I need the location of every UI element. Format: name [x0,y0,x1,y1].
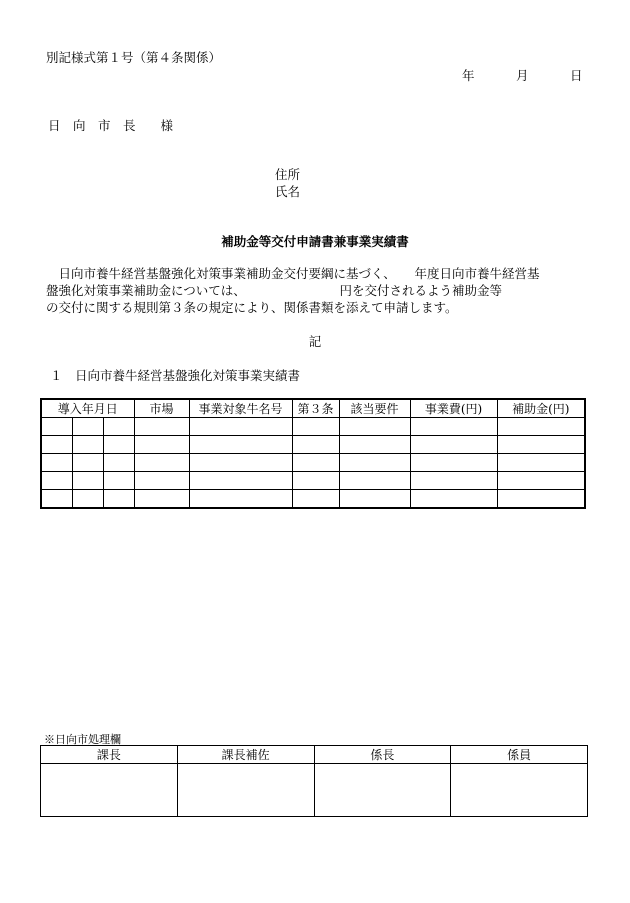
date-year-label: 年 [462,68,475,83]
table-cell[interactable] [410,490,497,509]
table-cell[interactable] [497,436,585,454]
addressee: 日 向 市 長 様 [48,118,174,133]
table-cell[interactable] [103,454,134,472]
table-cell[interactable] [497,454,585,472]
table-cell[interactable] [72,490,103,509]
header-introduction-date: 導入年月日 [41,399,134,418]
table-cell[interactable] [103,436,134,454]
date-day-label: 日 [570,68,583,83]
table-row [41,472,585,490]
table-cell[interactable] [189,436,292,454]
date-month-label: 月 [516,68,529,83]
table-cell[interactable] [497,472,585,490]
office-header-subsection-chief: 係長 [314,746,451,764]
table-cell[interactable] [410,454,497,472]
table-cell[interactable] [103,418,134,436]
table-cell[interactable] [410,436,497,454]
table-cell[interactable] [292,436,339,454]
table-row [41,454,585,472]
table-cell[interactable] [292,418,339,436]
table-cell[interactable] [134,490,189,509]
body-line-1: 日向市養牛経営基盤強化対策事業補助金交付要綱に基づく、 年度日向市養牛経営基 [46,266,540,281]
table-cell[interactable] [410,418,497,436]
header-article-3: 第３条 [292,399,339,418]
office-memo-label: ※日向市処理欄 [44,733,121,746]
table-cell[interactable] [72,472,103,490]
table-cell[interactable] [339,436,410,454]
header-requirement: 該当要件 [339,399,410,418]
table-cell[interactable] [339,454,410,472]
table-cell[interactable] [339,490,410,509]
office-header-staff: 係員 [451,746,588,764]
header-subsidy: 補助金(円) [497,399,585,418]
table-cell[interactable] [410,472,497,490]
table-cell[interactable] [292,490,339,509]
table-cell[interactable] [41,472,72,490]
results-header-row [41,399,585,418]
stamp-cell[interactable] [41,764,178,817]
office-table [40,745,588,817]
table-cell[interactable] [103,472,134,490]
results-table [40,398,586,509]
header-project-cost: 事業費(円) [410,399,497,418]
table-cell[interactable] [72,436,103,454]
section-1-heading: １ 日向市養牛経営基盤強化対策事業実績書 [50,368,301,383]
office-header-section-chief: 課長 [41,746,178,764]
table-cell[interactable] [134,418,189,436]
office-header-deputy-chief: 課長補佐 [177,746,314,764]
table-cell[interactable] [189,490,292,509]
page-title: 補助金等交付申請書兼事業実績書 [221,234,409,249]
stamp-cell[interactable] [314,764,451,817]
name-label: 氏名 [275,184,301,199]
stamp-cell[interactable] [177,764,314,817]
table-cell[interactable] [292,454,339,472]
body-line-2: 盤強化対策事業補助金については、 円を交付されるよう補助金等 [46,283,503,298]
results-body [41,418,585,509]
table-cell[interactable] [134,436,189,454]
table-cell[interactable] [103,490,134,509]
table-row [41,436,585,454]
body-line-3: の交付に関する規則第３条の規定により、関係書類を添えて申請します。 [46,300,458,315]
stamp-cell[interactable] [451,764,588,817]
ki-heading: 記 [308,334,322,349]
table-cell[interactable] [189,454,292,472]
table-cell[interactable] [41,490,72,509]
table-cell[interactable] [189,472,292,490]
table-cell[interactable] [41,418,72,436]
table-cell[interactable] [134,472,189,490]
table-cell[interactable] [497,418,585,436]
header-cattle-name: 事業対象牛名号 [189,399,292,418]
table-cell[interactable] [339,418,410,436]
header-market: 市場 [134,399,189,418]
address-label: 住所 [275,167,301,182]
table-cell[interactable] [41,454,72,472]
table-cell[interactable] [339,472,410,490]
table-row [41,490,585,509]
table-row [41,418,585,436]
table-cell[interactable] [497,490,585,509]
table-cell[interactable] [72,418,103,436]
table-cell[interactable] [72,454,103,472]
office-header-row [41,746,588,764]
table-cell[interactable] [41,436,72,454]
office-stamp-row [41,764,588,817]
table-cell[interactable] [292,472,339,490]
table-cell[interactable] [189,418,292,436]
form-number: 別記様式第１号（第４条関係） [46,50,222,65]
table-cell[interactable] [134,454,189,472]
